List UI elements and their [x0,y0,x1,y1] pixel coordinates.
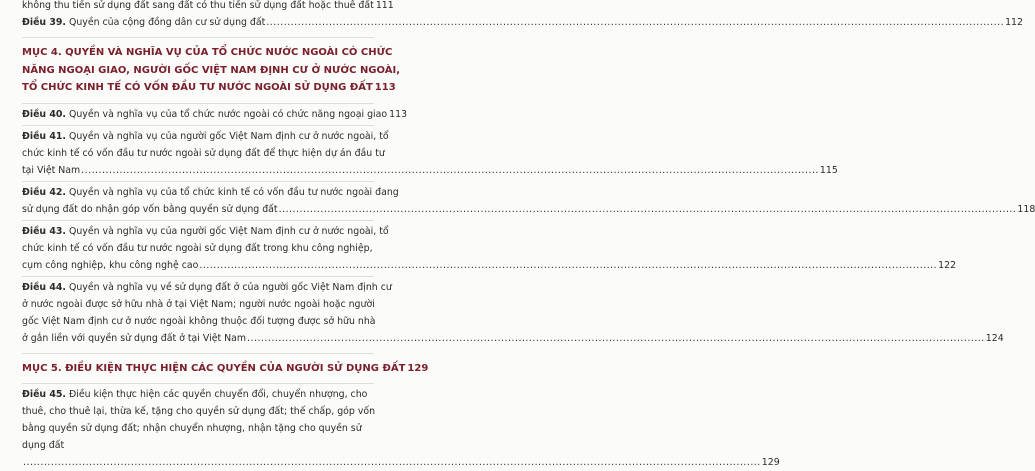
section-heading-line: MỤC 4. QUYỀN VÀ NGHĨA VỤ CỦA TỔ CHỨC NƯỚC NGOÀI CÓ CHỨC [22,47,393,58]
section-heading-text: MỤC 5. ĐIỀU KIỆN THỰC HIỆN CÁC QUYỀN CỦA NGƯỜI SỬ DỤNG ĐẤT [22,362,406,374]
toc-page-number: 129 [407,362,429,374]
toc-page-number: 122 [938,259,957,271]
toc-entry-line: dụng đất [22,440,65,451]
leader-dots [266,14,1004,31]
toc-entry-line [22,184,399,201]
leader-dots [23,454,761,471]
toc-entry-line: chức kinh tế có vốn đầu tư nước ngoài sử dụng đất trong khu công nghiệp, [22,242,373,254]
section-heading-line [22,360,429,378]
toc-entry-dieu-39 [22,14,1023,31]
toc-entry-label: Điều 43. [22,225,66,237]
toc-entry-text: cụm công nghiệp, khu công nghệ cao [22,259,199,271]
toc-entry-text: tại Việt Nam [22,164,81,176]
toc-section-muc-4 [22,44,401,97]
toc-entry-dieu-40 [22,106,408,123]
toc-entry-title: Quyền và nghĩa vụ của tổ chức nước ngoài có chức năng ngoại giao [68,108,388,120]
toc-entry-line [22,279,392,296]
toc-entry-title: Quyền và nghĩa vụ của người gốc Việt Nam định cư ở nước ngoài, tổ [68,130,389,142]
toc-entry-text [22,14,265,31]
toc-page-number: 124 [985,332,1004,344]
toc-entry-line [22,0,394,14]
entry-divider [22,125,374,126]
leader-dots [247,330,985,347]
toc-entry-label: Điều 39. [22,17,66,28]
entry-divider [22,181,374,182]
section-heading-text: TỔ CHỨC KINH TẾ CÓ VỐN ĐẦU TƯ NƯỚC NGOÀI SỬ DỤNG ĐẤT [22,82,373,93]
toc-entry-dieu-44 [22,279,1004,347]
toc-entry-title: Quyền và nghĩa vụ của tổ chức kinh tế có vốn đầu tư nước ngoài đang [68,186,399,198]
toc-entry-dieu-38-continued [22,0,394,14]
toc-entry-line [22,128,389,145]
toc-page-number: 113 [389,108,408,120]
toc-entry-title: Quyền và nghĩa vụ về sử dụng đất ở của người gốc Việt Nam định cư [68,281,392,293]
toc-section-muc-5 [22,360,429,378]
toc-entry-line: gốc Việt Nam định cư ở nước ngoài không thuộc đối tượng được sở hữu nhà [22,315,376,327]
toc-entry-line [22,454,780,471]
section-heading-line: NĂNG NGOẠI GIAO, NGƯỜI GỐC VIỆT NAM ĐỊNH CƯ Ở NƯỚC NGOÀI, [22,64,401,76]
leader-dots [199,257,937,274]
toc-entry-title: Quyền của cộng đồng dân cư sử dụng đất [68,17,266,28]
toc-entry-line [22,201,1035,218]
toc-entry-label: Điều 41. [22,130,66,142]
toc-entry-label: Điều 40. [22,108,66,120]
toc-entry-line: thuê, cho thuê lại, thừa kế, tặng cho quyền sử dụng đất; thế chấp, góp vốn [22,406,376,417]
leader-dots [279,201,1017,218]
table-of-contents [22,0,1035,471]
toc-page-number: 115 [819,164,838,176]
section-divider [22,383,374,384]
entry-divider [22,276,374,277]
spacer [22,31,374,35]
toc-entry-title: Điều kiện thực hiện các quyền chuyển đổi, chuyển nhượng, cho [68,389,368,400]
toc-entry-dieu-42 [22,184,1035,218]
toc-page-number: 118 [1017,203,1035,215]
toc-entry-line [22,386,374,403]
toc-page-number: 112 [1005,17,1023,28]
section-heading-line [22,79,396,97]
spacer [22,97,374,101]
toc-entry-line [22,14,1023,31]
toc-entry-title: Quyền và nghĩa vụ của người gốc Việt Nam định cư ở nước ngoài, tổ [68,225,389,237]
entry-divider [22,220,374,221]
spacer [22,377,374,381]
spacer [22,347,374,351]
toc-entry-label: Điều 42. [22,186,66,198]
section-divider [22,37,374,38]
toc-entry-line [22,162,838,179]
toc-entry-line [22,106,408,123]
section-divider [22,103,374,104]
toc-entry-text: không thu tiền sử dụng đất sang đất có thu tiền sử dụng đất hoặc thuê đất [22,0,374,11]
toc-entry-line [22,257,957,274]
toc-entry-text: sử dụng đất do nhận góp vốn bằng quyền sử dụng đất [22,203,278,215]
toc-entry-line [22,330,1004,347]
toc-entry-line [22,223,389,240]
toc-entry-line: chức kinh tế có vốn đầu tư nước ngoài sử dụng đất để thực hiện dự án đầu tư [22,147,385,159]
toc-page-number: 129 [761,457,780,468]
toc-page-number: 113 [374,82,396,93]
leader-dots [81,162,819,179]
toc-entry-dieu-41 [22,128,838,179]
toc-page-number: 111 [375,0,394,11]
toc-entry-dieu-45 [22,386,780,471]
toc-entry-line: bằng quyền sử dụng đất; nhận chuyển nhượng, nhận tặng cho quyền sử [22,423,362,434]
toc-entry-label: Điều 45. [22,389,66,400]
toc-entry-label: Điều 44. [22,281,66,293]
toc-entry-text [22,106,387,123]
toc-entry-line: ở nước ngoài được sở hữu nhà ở tại Việt Nam; người nước ngoài hoặc người [22,298,375,310]
toc-entry-dieu-43 [22,223,957,274]
toc-entry-text: ở gắn liền với quyền sử dụng đất ở tại Việt Nam [22,332,247,344]
section-divider [22,353,374,354]
